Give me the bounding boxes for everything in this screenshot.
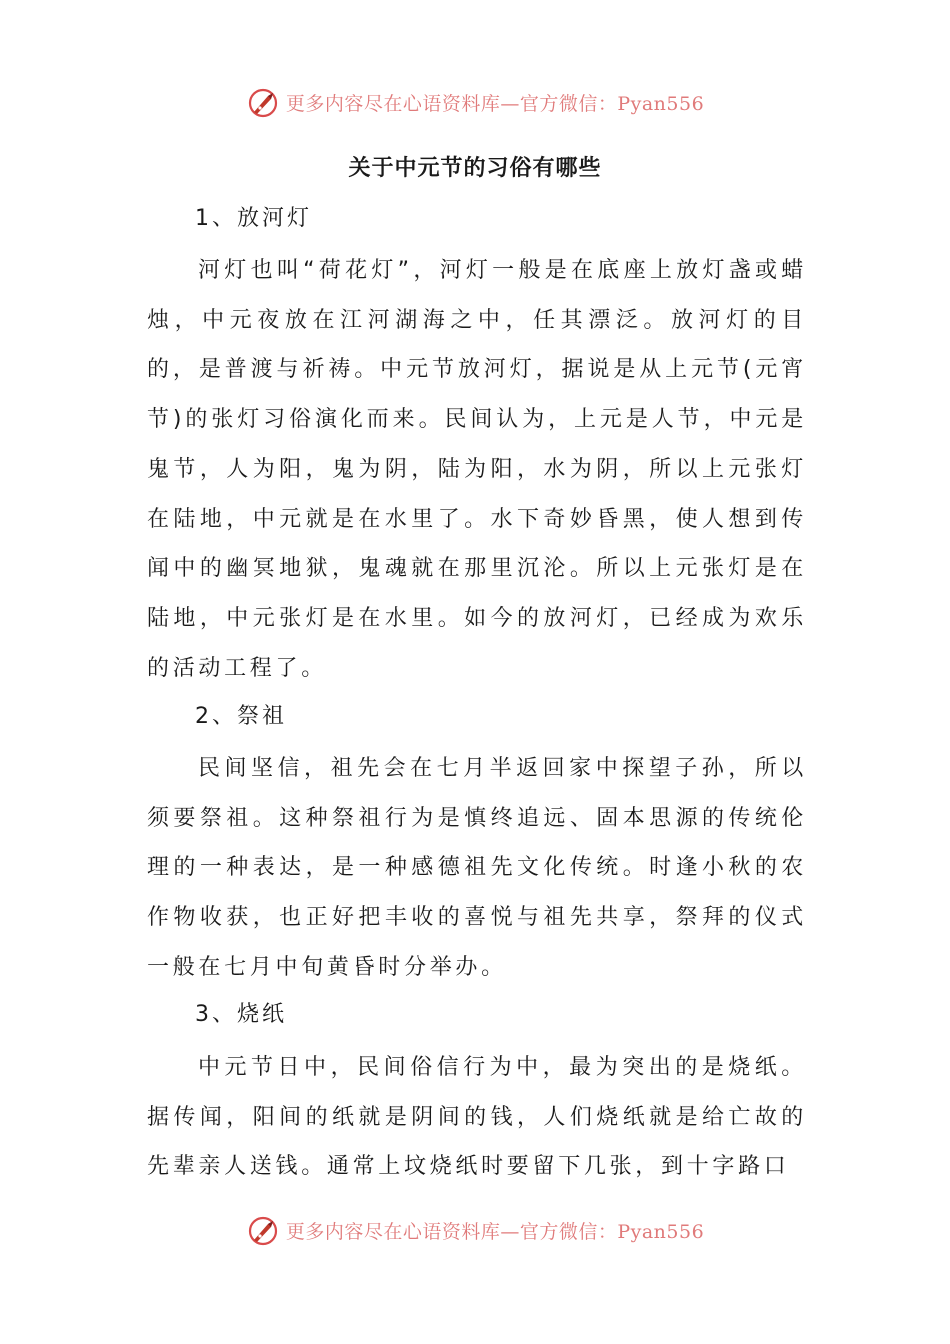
section-body-1: 河灯也叫“荷花灯”，河灯一般是在底座上放灯盏或蜡烛，中元夜放在江河湖海之中，任其漂泛。放河灯的目的，是普渡与祈祷。中元节放河灯，据说是从上元节(元宵节)的张灯习俗演化而来。民间认为，上元是人节，中元是鬼节，人为阳，鬼为阴，陆为阳，水为阴，所以上元张灯在陆地，中元就是在水里了。水下奇妙昏黑，使人想到传闻中的幽冥地狱，鬼魂就在那里沉沦。所以上元张灯是在陆地，中元张灯是在水里。如今的放河灯，已经成为欢乐的活动工程了。 <box>147 258 807 681</box>
section-heading-2: 2、祭祖 <box>195 704 287 729</box>
pen-nib-logo-icon <box>246 1212 282 1248</box>
section-body-3: 中元节日中，民间俗信行为中，最为突出的是烧纸。据传闻，阳间的纸就是阴间的钱，人们烧纸就是给亡故的先辈亲人送钱。通常上坟烧纸时要留下几张，到十字路口 <box>147 1055 807 1180</box>
banner-text: 更多内容尽在心语资料库—官方微信：Pyan556 <box>285 1220 705 1243</box>
pen-nib-logo-icon <box>246 84 282 120</box>
footer-banner <box>0 1210 950 1250</box>
section-body-2: 民间坚信，祖先会在七月半返回家中探望子孙，所以须要祭祖。这种祭祖行为是慎终追远、固本思源的传统伦理的一种表达，是一种感德祖先文化传统。时逢小秋的农作物收获，也正好把丰收的喜悦与祖先共享，祭拜的仪式一般在七月中旬黄昏时分举办。 <box>147 756 807 980</box>
banner-text: 更多内容尽在心语资料库—官方微信：Pyan556 <box>285 92 705 115</box>
section-heading-1: 1、放河灯 <box>195 206 312 231</box>
header-banner <box>0 82 950 122</box>
document-title: 关于中元节的习俗有哪些 <box>348 156 602 181</box>
section-heading-3: 3、烧纸 <box>195 1002 287 1027</box>
